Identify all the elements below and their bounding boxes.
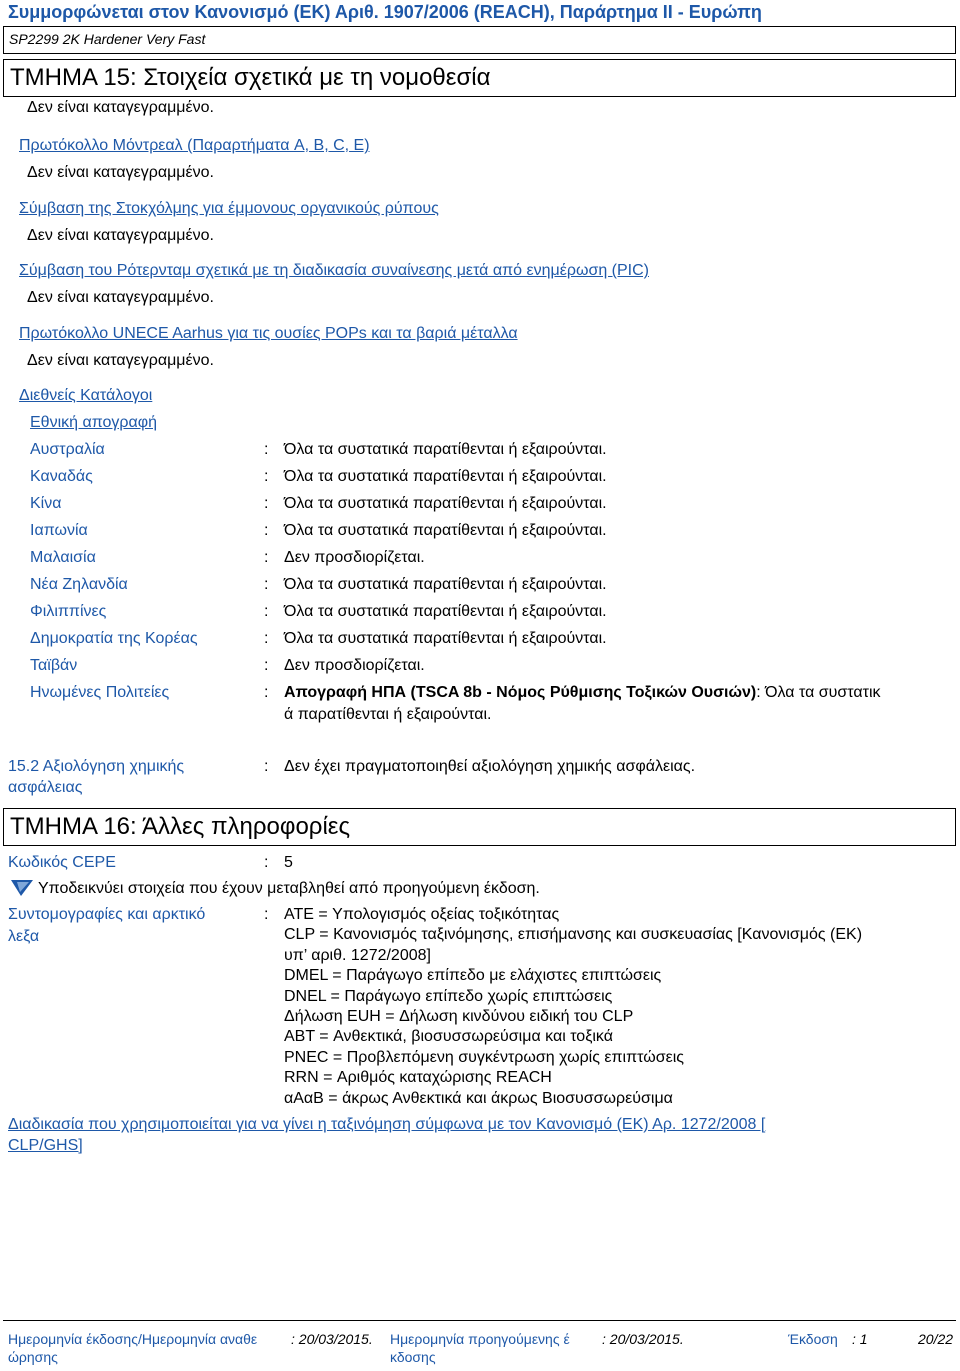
footer-divider [3,1320,956,1321]
inventory-colon: : [264,522,269,539]
inventory-value: Όλα τα συστατικά παρατίθενται ή εξαιρούνται. [284,603,607,620]
convention-aarhus-status: Δεν είναι καταγεγραμμένο. [27,352,214,369]
version-label: Έκδοση [788,1331,838,1347]
inventory-country: Ταϊβάν [30,657,78,674]
abbreviations-colon: : [264,906,269,923]
version-value: : 1 [852,1331,868,1347]
abbreviation-line: DNEL = Παράγωγο επίπεδο χωρίς επιπτώσεις [284,987,613,1005]
inventory-value: Δεν προσδιορίζεται. [284,657,425,674]
inventory-country: Αυστραλία [30,441,105,458]
convention-aarhus[interactable]: Πρωτόκολλο UNECE Aarhus για τις ουσίες POPs και τα βαριά μέταλλα [19,325,518,342]
inventory-row [0,441,960,465]
inventory-value: Όλα τα συστατικά παρατίθενται ή εξαιρούνται. [284,522,607,539]
inventory-row [0,630,960,654]
cepe-value: 5 [284,854,293,871]
issue-date-label-1: Ημερομηνία έκδοσης/Ημερομηνία αναθε [8,1331,258,1347]
inventory-country: Καναδάς [30,468,93,485]
cepe-label: Κωδικός CEPE [8,854,116,871]
inventory-colon: : [264,684,269,701]
inventory-value: Όλα τα συστατικά παρατίθενται ή εξαιρούνται. [284,441,607,458]
inventory-country: Κίνα [30,495,62,512]
abbreviation-line: αΑαΒ = άκρως Ανθεκτικά και άκρως Βιοσυσσωρεύσιμα [284,1089,673,1107]
international-lists-heading[interactable]: Διεθνείς Κατάλογοι [19,387,153,404]
inventory-value: Όλα τα συστατικά παρατίθενται ή εξαιρούνται. [284,468,607,485]
top-status: Δεν είναι καταγεγραμμένο. [27,99,214,116]
section-15-title: ΤΜΗΜΑ 15: Στοιχεία σχετικά με τη νομοθεσία [10,64,491,91]
abbreviation-line: Δήλωση EUH = Δήλωση κινδύνου ειδική του CLP [284,1008,634,1025]
classification-procedure-1[interactable]: Διαδικασία που χρησιμοποιείται για να γίνει η ταξινόμηση σύμφωνα με τον Κανονισμό (ΕΚ) Αρ. 1272/2008 [ [8,1116,766,1133]
product-name-box [3,26,956,54]
abbreviation-line: υπ’ αριθ. 1272/2008] [284,946,431,964]
convention-rotterdam[interactable]: Σύμβαση του Ρότερνταμ σχετικά με τη διαδικασία συναίνεσης μετά από ενημέρωση (PIC) [19,262,650,279]
usa-inventory-value-1: : Όλα τα συστατικ [756,684,881,701]
inventory-country: Ιαπωνία [30,522,88,539]
prev-date-label-1: Ημερομηνία προηγούμενης έ [390,1331,570,1347]
inventory-country: Νέα Ζηλανδία [30,576,128,593]
inventory-colon: : [264,657,269,674]
inventory-value: Όλα τα συστατικά παρατίθενται ή εξαιρούνται. [284,495,607,512]
abbreviation-line: PNEC = Προβλεπόμενη συγκέντρωση χωρίς επιπτώσεις [284,1048,684,1066]
inventory-row [0,603,960,627]
changed-marker-icon [11,880,33,896]
convention-montreal[interactable]: Πρωτόκολλο Μόντρεαλ (Παραρτήματα A, B, C, E) [19,137,370,154]
inventory-colon: : [264,576,269,593]
abbreviation-line: ATE = Υπολογισμός οξείας τοξικότητας [284,906,560,923]
inventory-country: Μαλαισία [30,549,96,566]
abbreviation-line: ABT = Ανθεκτικά, βιοσυσσωρεύσιμα και τοξικά [284,1028,613,1046]
abbreviation-line: DMEL = Παράγωγο επίπεδο με ελάχιστες επιπτώσεις [284,967,662,985]
inventory-value: Δεν προσδιορίζεται. [284,549,425,566]
inventory-value: Όλα τα συστατικά παρατίθενται ή εξαιρούνται. [284,630,607,647]
classification-procedure-2[interactable]: CLP/GHS] [8,1137,83,1154]
inventory-colon: : [264,468,269,485]
usa-inventory-label: Απογραφή ΗΠΑ (TSCA 8b - Νόμος Ρύθμισης Τοξικών Ουσιών) [284,684,757,701]
inventory-colon: : [264,441,269,458]
inventory-row-usa [0,684,960,708]
inventory-country: Δημοκρατία της Κορέας [30,630,198,647]
section-15-header [3,59,956,97]
section-16-header [3,808,956,846]
chem-safety-colon: : [264,758,269,775]
usa-inventory-value-2: ά παρατίθενται ή εξαιρούνται. [284,706,492,723]
abbreviation-line: RRN = Αριθμός καταχώρισης REACH [284,1069,552,1087]
inventory-colon: : [264,603,269,620]
issue-date-value: : 20/03/2015. [291,1331,373,1347]
inventory-row [0,657,960,681]
chem-safety-value: Δεν έχει πραγματοποιηθεί αξιολόγηση χημικής ασφάλειας. [284,758,696,775]
changes-note: Υποδεικνύει στοιχεία που έχουν μεταβληθεί από προηγούμενη έκδοση. [38,880,540,897]
inventory-value [284,684,881,702]
abbreviations-label-1: Συντομογραφίες και αρκτικό [8,906,206,923]
page-number: 20/22 [918,1331,954,1347]
chem-safety-label-1: 15.2 Αξιολόγηση χημικής [8,758,185,775]
convention-montreal-status: Δεν είναι καταγεγραμμένο. [27,164,214,181]
inventory-colon: : [264,549,269,566]
convention-rotterdam-status: Δεν είναι καταγεγραμμένο. [27,289,214,306]
inventory-colon: : [264,495,269,512]
inventory-value: Όλα τα συστατικά παρατίθενται ή εξαιρούνται. [284,576,607,593]
convention-stockholm-status: Δεν είναι καταγεγραμμένο. [27,227,214,244]
prev-date-value: : 20/03/2015. [602,1331,684,1347]
inventory-country: Ηνωμένες Πολιτείες [30,684,170,701]
inventory-row [0,468,960,492]
inventory-country: Φιλιππίνες [30,603,107,620]
inventory-row [0,522,960,546]
inventory-row [0,549,960,573]
inventory-row [0,576,960,600]
regulation-banner: Συμμορφώνεται στον Κανονισμό (ΕΚ) Αριθ. 1907/2006 (REACH), Παράρτημα II - Ευρώπη [8,2,762,22]
inventory-row [0,495,960,519]
prev-date-label-2: κδοσης [390,1349,436,1365]
issue-date-label-2: ώρησης [8,1349,58,1365]
product-name: SP2299 2K Hardener Very Fast [9,31,206,47]
cepe-colon: : [264,854,269,871]
abbreviation-line: CLP = Κανονισμός ταξινόμησης, επισήμανσης και συσκευασίας [Κανονισμός (ΕΚ) [284,926,863,944]
section-16-title: ΤΜΗΜΑ 16: Άλλες πληροφορίες [10,813,351,840]
abbreviations-label-2: λεξα [8,928,40,945]
inventory-colon: : [264,630,269,647]
national-inventory-heading[interactable]: Εθνική απογραφή [30,414,158,431]
chem-safety-label-2: ασφάλειας [8,779,83,796]
convention-stockholm[interactable]: Σύμβαση της Στοκχόλμης για έμμονους οργανικούς ρύπους [19,200,439,217]
